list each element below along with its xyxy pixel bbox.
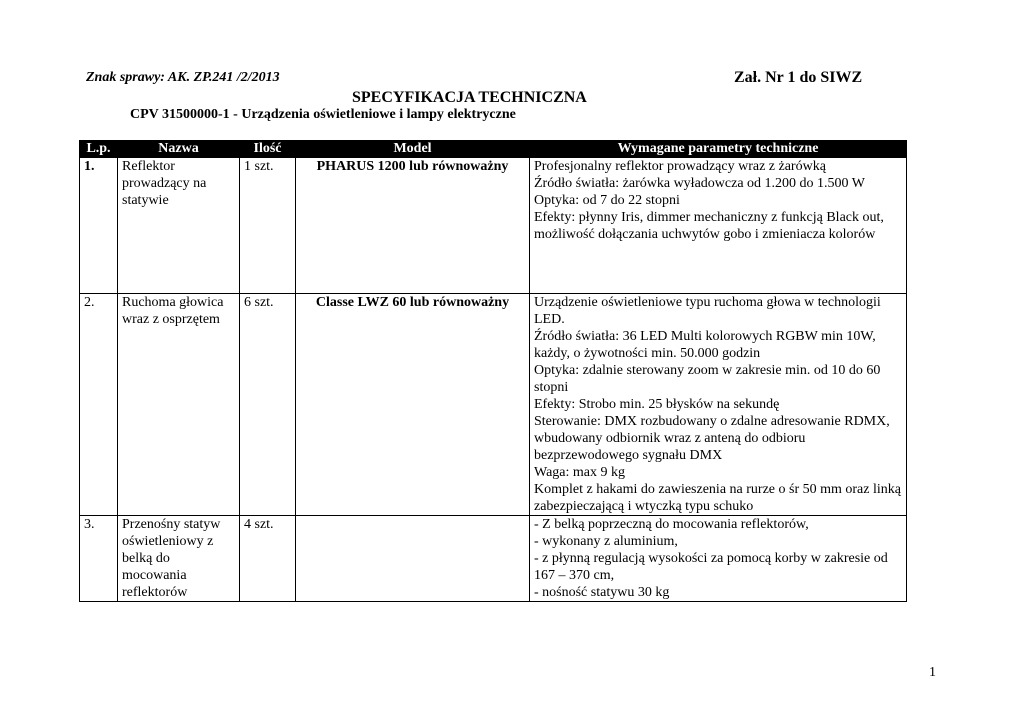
column-header-qty: Ilość — [240, 141, 296, 158]
row-name: Ruchoma głowica wraz z osprzętem — [118, 294, 240, 516]
row-name: Reflektor prowadzący na statywie — [118, 158, 240, 294]
row-qty: 4 szt. — [240, 516, 296, 602]
document-title: SPECYFIKACJA TECHNICZNA — [352, 89, 587, 106]
row-model: Classe LWZ 60 lub równoważny — [296, 294, 530, 516]
row-lp: 2. — [80, 294, 118, 516]
requirement-line: Sterowanie: DMX rozbudowany o zdalne adresowanie RDMX, wbudowany odbiornik wraz z anteną do odbioru bezprzewodowego sygnału DMX — [534, 414, 890, 463]
row-lp: 1. — [80, 158, 118, 294]
row-requirements — [530, 516, 907, 602]
column-header-model: Model — [296, 141, 530, 158]
table-row — [80, 294, 907, 516]
requirement-line: Źródło światła: żarówka wyładowcza od 1.200 do 1.500 W — [534, 176, 865, 191]
requirement-line: Urządzenie oświetleniowe typu ruchoma głowa w technologii LED. — [534, 295, 881, 327]
document-subtitle: CPV 31500000-1 - Urządzenia oświetleniowe i lampy elektryczne — [130, 107, 516, 122]
table-row — [80, 158, 907, 294]
row-model: PHARUS 1200 lub równoważny — [296, 158, 530, 294]
row-requirements — [530, 294, 907, 516]
case-reference: Znak sprawy: AK. ZP.241 /2/2013 — [86, 70, 280, 85]
requirement-line: Efekty: Strobo min. 25 błysków na sekundę — [534, 397, 780, 412]
requirement-line: Efekty: płynny Iris, dimmer mechaniczny z funkcją Black out, możliwość dołączania uchwytów gobo i zmieniacza kolorów — [534, 210, 884, 242]
table-row — [80, 516, 907, 602]
row-lp: 3. — [80, 516, 118, 602]
specification-table — [79, 140, 907, 602]
requirement-line: - nośność statywu 30 kg — [534, 585, 670, 600]
attachment-label: Zał. Nr 1 do SIWZ — [734, 69, 863, 86]
requirement-line: Waga: max 9 kg — [534, 465, 626, 480]
page-number: 1 — [929, 665, 936, 680]
column-header-lp: L.p. — [80, 141, 118, 158]
row-model — [296, 516, 530, 602]
row-qty: 6 szt. — [240, 294, 296, 516]
requirement-line: Optyka: od 7 do 22 stopni — [534, 193, 680, 208]
row-requirements — [530, 158, 907, 294]
row-qty: 1 szt. — [240, 158, 296, 294]
requirement-line: Komplet z hakami do zawieszenia na rurze o śr 50 mm oraz linką zabezpieczającą i wtyczką typu schuko — [534, 482, 901, 514]
requirement-line: - z płynną regulacją wysokości za pomocą korby w zakresie od 167 – 370 cm, — [534, 551, 888, 583]
requirement-line: - wykonany z aluminium, — [534, 534, 678, 549]
requirement-line: Optyka: zdalnie sterowany zoom w zakresie min. od 10 do 60 stopni — [534, 363, 881, 395]
requirement-line: - Z belką poprzeczną do mocowania reflektorów, — [534, 517, 809, 532]
column-header-name: Nazwa — [118, 141, 240, 158]
requirement-line: Źródło światła: 36 LED Multi kolorowych RGBW min 10W, każdy, o żywotności min. 50.000 godzin — [534, 329, 876, 361]
column-header-requirements: Wymagane parametry techniczne — [530, 141, 907, 158]
requirement-line: Profesjonalny reflektor prowadzący wraz z żarówką — [534, 159, 826, 174]
table-header-row — [80, 141, 907, 158]
row-name: Przenośny statyw oświetleniowy z belką do mocowania reflektorów — [118, 516, 240, 602]
